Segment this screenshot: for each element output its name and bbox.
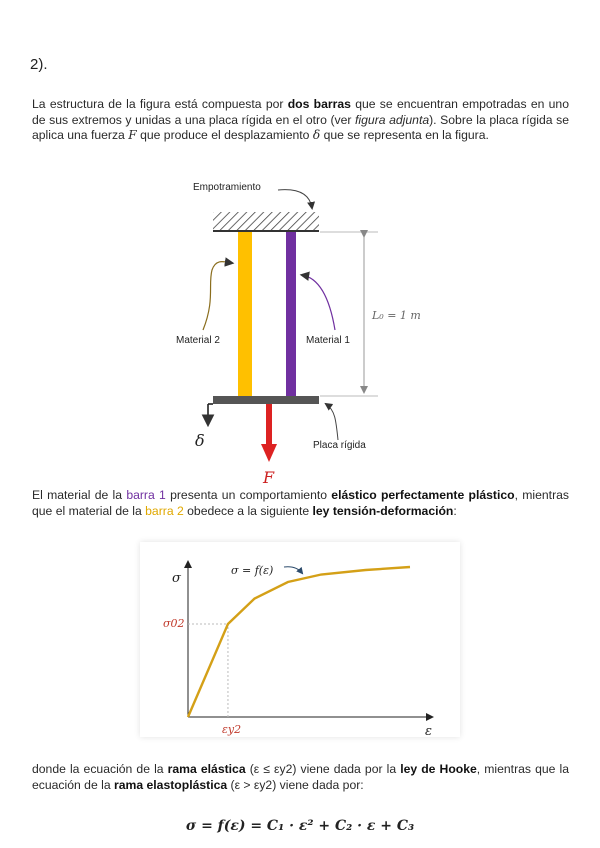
p3-text-5: , mientras que la ecuación de la bbox=[32, 762, 569, 792]
intro-text-4: figura adjunta bbox=[355, 112, 430, 127]
p3-text-2: rama elástica bbox=[167, 762, 246, 776]
intro-text-6: F bbox=[128, 128, 137, 143]
x-axis-label: ε bbox=[425, 724, 432, 739]
y-axis-label: σ bbox=[172, 571, 181, 586]
p2-barra-2: barra 2 bbox=[145, 503, 184, 518]
intro-text-5: ). Sobre la placa rígida se aplica una fuerza bbox=[32, 112, 569, 143]
p2-barra-1: barra 1 bbox=[126, 488, 166, 502]
p2-text-4: elástico perfectamente plástico bbox=[331, 488, 515, 502]
intro-text-9: que se representa en la figura. bbox=[320, 128, 489, 143]
intro-text-3: que se encuentran empotradas en uno de sus extremos y unidas a una placa rígida en el otro (ver bbox=[32, 97, 569, 127]
placa-label: Placa rígida bbox=[313, 440, 366, 451]
sigma02-label: σ02 bbox=[163, 617, 185, 630]
epsy2-label: εy2 bbox=[222, 723, 242, 736]
p2-text-1: El material de la bbox=[32, 488, 127, 502]
p2-text-3: presenta un comportamiento bbox=[165, 488, 332, 502]
p2-text-9: : bbox=[453, 503, 457, 518]
p3-text-1: donde la ecuación de la bbox=[32, 762, 168, 776]
problem-number: 2). bbox=[30, 56, 48, 73]
p2-text-8: ley tensión-deformación bbox=[312, 503, 454, 518]
material-1-label: Material 1 bbox=[306, 335, 350, 346]
length-label: L₀ = 1 m bbox=[372, 309, 421, 322]
p3-text-3: (ε ≤ εy2) viene dada por la bbox=[245, 762, 401, 776]
stress-strain-curve bbox=[188, 567, 410, 717]
p3-text-6: rama elastoplástica bbox=[114, 777, 228, 792]
curve-label: σ = f(ε) bbox=[231, 564, 274, 577]
p3-text-7: (ε > εy2) viene dada por: bbox=[227, 777, 364, 792]
intro-text-2: dos barras bbox=[287, 97, 351, 111]
curve-label-arrow bbox=[284, 567, 302, 573]
empotramiento-label: Empotramiento bbox=[193, 182, 261, 193]
intro-text-1: La estructura de la figura está compuesta por bbox=[32, 97, 288, 111]
equation-intro-paragraph bbox=[32, 762, 569, 793]
force-label: F bbox=[263, 468, 275, 487]
intro-text-7: que produce el desplazamiento bbox=[136, 128, 313, 143]
equation: σ = f(ε) = C₁ · ε² + C₂ · ε + C₃ bbox=[185, 818, 415, 834]
p2-text-5: , mientras que el material de la bbox=[32, 488, 569, 518]
p2-text-7: obedece a la siguiente bbox=[183, 503, 313, 518]
delta-label: δ bbox=[195, 431, 205, 450]
p3-text-4: ley de Hooke bbox=[400, 762, 477, 776]
intro-text-8: δ bbox=[312, 128, 321, 143]
material-2-label: Material 2 bbox=[176, 335, 220, 346]
